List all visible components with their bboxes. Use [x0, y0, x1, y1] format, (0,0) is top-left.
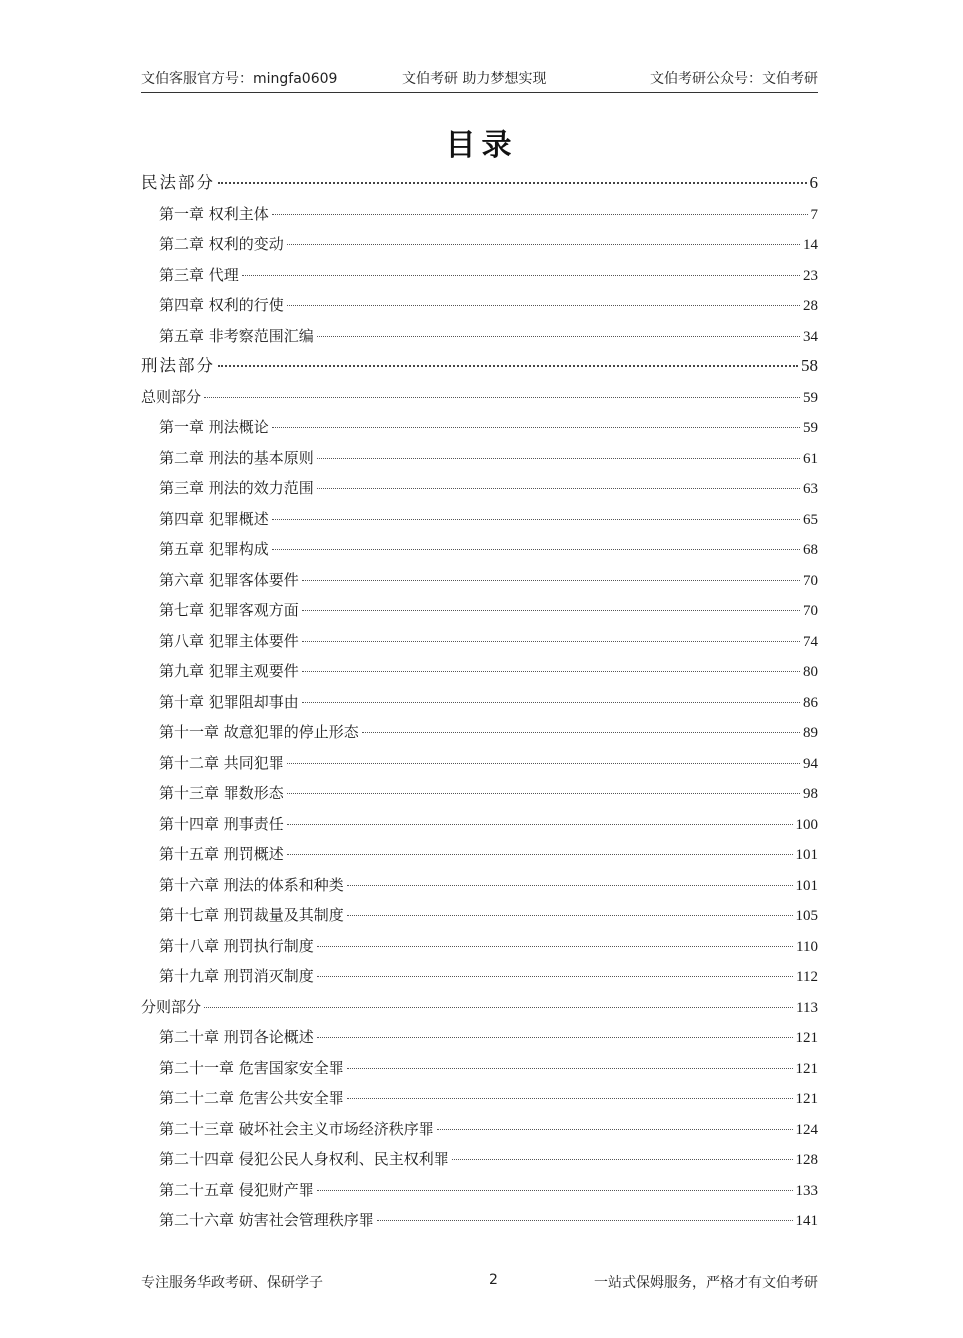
toc-entry-page: 110: [796, 938, 818, 955]
toc-entry-page: 113: [796, 999, 818, 1016]
toc-entry-page: 121: [795, 1030, 818, 1046]
toc-entry-label: 第七章 犯罪客观方面: [159, 601, 299, 619]
toc-chapter-entry[interactable]: [141, 839, 818, 870]
toc-entry-page: 23: [803, 267, 818, 284]
toc-entry-label: 第五章 犯罪构成: [159, 540, 269, 558]
toc-dot-leader: [287, 763, 800, 764]
toc-entry-page: 121: [795, 1060, 818, 1077]
page-header: [141, 66, 818, 93]
toc-chapter-entry[interactable]: [141, 870, 818, 901]
toc-dot-leader: [347, 915, 793, 916]
toc-chapter-entry[interactable]: [141, 1114, 818, 1145]
toc-entry-label: 第八章 犯罪主体要件: [159, 631, 299, 650]
toc-chapter-entry[interactable]: [141, 412, 818, 443]
toc-part-entry[interactable]: [141, 351, 818, 382]
toc-dot-leader: [272, 427, 800, 428]
toc-entry-label: 第十六章 刑法的体系和种类: [159, 875, 344, 894]
toc-chapter-entry[interactable]: [141, 1022, 818, 1053]
footer-tagline: 专注服务华政考研、保研学子: [141, 1275, 323, 1291]
toc-chapter-entry[interactable]: [141, 748, 818, 779]
toc-dot-leader: [287, 244, 800, 245]
toc-entry-page: 141: [795, 1213, 818, 1229]
toc-dot-leader: [347, 1098, 793, 1099]
toc-dot-leader: [347, 885, 793, 886]
toc-chapter-entry[interactable]: [141, 717, 818, 748]
toc-chapter-entry[interactable]: [141, 961, 818, 992]
toc-dot-leader: [272, 549, 800, 550]
toc-chapter-entry[interactable]: [141, 900, 818, 931]
toc-entry-page: 65: [803, 511, 818, 528]
toc-dot-leader: [302, 641, 800, 642]
toc-entry-page: 7: [810, 206, 818, 223]
toc-entry-label: 第三章 代理: [159, 265, 239, 284]
toc-entry-label: 第十七章 刑罚裁量及其制度: [159, 906, 344, 924]
toc-dot-leader: [204, 1007, 793, 1008]
toc-dot-leader: [302, 610, 800, 611]
toc-dot-leader: [204, 397, 800, 398]
toc-chapter-entry[interactable]: [141, 1053, 818, 1084]
toc-entry-label: 总则部分: [141, 387, 202, 406]
toc-entry-page: 112: [796, 969, 818, 985]
toc-entry-page: 14: [803, 237, 818, 253]
toc-entry-page: 61: [803, 450, 818, 467]
toc-entry-page: 98: [803, 786, 818, 802]
toc-section-entry[interactable]: [141, 382, 818, 413]
toc-entry-label: 第四章 犯罪概述: [159, 509, 269, 528]
toc-entry-label: 第三章 刑法的效力范围: [159, 479, 314, 497]
toc-entry-label: 第二章 权利的变动: [159, 235, 284, 253]
toc-entry-label: 第一章 刑法概论: [159, 418, 269, 436]
toc-dot-leader: [218, 182, 807, 184]
toc-dot-leader: [317, 1037, 793, 1038]
toc-chapter-entry[interactable]: [141, 1144, 818, 1175]
page-number: 2: [489, 1272, 498, 1288]
toc-entry-label: 刑法部分: [141, 356, 215, 375]
toc-entry-page: 121: [795, 1091, 818, 1107]
toc-chapter-entry[interactable]: [141, 260, 818, 291]
toc-dot-leader: [287, 854, 793, 855]
toc-entry-label: 第十四章 刑事责任: [159, 814, 284, 833]
toc-dot-leader: [377, 1220, 793, 1221]
toc-entry-label: 第十一章 故意犯罪的停止形态: [159, 723, 359, 741]
toc-chapter-entry[interactable]: [141, 656, 818, 687]
toc-chapter-entry[interactable]: [141, 229, 818, 260]
toc-entry-page: 28: [803, 298, 818, 314]
toc-entry-label: 第二十一章 危害国家安全罪: [159, 1058, 344, 1077]
toc-entry-page: 63: [803, 481, 818, 497]
toc-entry-label: 第十三章 罪数形态: [159, 784, 284, 802]
table-of-contents: [141, 168, 818, 1236]
toc-dot-leader: [218, 365, 798, 367]
header-slogan: 文伯考研 助力梦想实现: [402, 71, 547, 87]
toc-entry-page: 70: [803, 572, 818, 589]
toc-chapter-entry[interactable]: [141, 504, 818, 535]
toc-title: 目录: [445, 128, 518, 163]
toc-chapter-entry[interactable]: [141, 565, 818, 596]
toc-entry-label: 第十五章 刑罚概述: [159, 845, 284, 863]
toc-chapter-entry[interactable]: [141, 199, 818, 230]
toc-entry-label: 第二章 刑法的基本原则: [159, 448, 314, 467]
toc-entry-page: 101: [795, 847, 818, 863]
toc-dot-leader: [272, 519, 800, 520]
toc-dot-leader: [302, 702, 800, 703]
header-public-account: 文伯考研公众号：文伯考研: [650, 71, 818, 87]
toc-entry-label: 第十章 犯罪阻却事由: [159, 692, 299, 711]
toc-chapter-entry[interactable]: [141, 1083, 818, 1114]
toc-chapter-entry[interactable]: [141, 626, 818, 657]
toc-entry-label: 第九章 犯罪主观要件: [159, 662, 299, 680]
toc-entry-page: 89: [803, 725, 818, 741]
toc-dot-leader: [317, 458, 800, 459]
toc-dot-leader: [317, 946, 793, 947]
toc-entry-page: 101: [795, 877, 818, 894]
toc-chapter-entry[interactable]: [141, 1175, 818, 1206]
toc-entry-page: 34: [803, 328, 818, 345]
toc-entry-page: 68: [803, 542, 818, 558]
toc-entry-label: 第二十六章 妨害社会管理秩序罪: [159, 1211, 374, 1229]
toc-dot-leader: [317, 976, 793, 977]
toc-entry-label: 第二十五章 侵犯财产罪: [159, 1180, 314, 1199]
toc-dot-leader: [347, 1068, 793, 1069]
toc-entry-page: 100: [795, 816, 818, 833]
footer-motto: 一站式保姆服务，严格才有文伯考研: [594, 1275, 818, 1291]
toc-dot-leader: [317, 488, 800, 489]
toc-entry-page: 6: [809, 173, 818, 192]
toc-chapter-entry[interactable]: [141, 443, 818, 474]
toc-chapter-entry[interactable]: [141, 931, 818, 962]
toc-entry-page: 59: [803, 420, 818, 436]
toc-chapter-entry[interactable]: [141, 1205, 818, 1236]
toc-entry-label: 第一章 权利主体: [159, 204, 269, 223]
toc-entry-page: 74: [803, 633, 818, 650]
toc-chapter-entry[interactable]: [141, 321, 818, 352]
toc-dot-leader: [437, 1129, 793, 1130]
toc-chapter-entry[interactable]: [141, 595, 818, 626]
toc-dot-leader: [452, 1159, 793, 1160]
header-service-account: 文伯客服官方号：mingfa0609: [141, 71, 338, 87]
toc-entry-page: 124: [795, 1121, 818, 1138]
toc-entry-page: 86: [803, 694, 818, 711]
toc-dot-leader: [287, 305, 800, 306]
toc-entry-label: 第十二章 共同犯罪: [159, 753, 284, 772]
toc-entry-label: 第二十二章 危害公共安全罪: [159, 1089, 344, 1107]
toc-dot-leader: [302, 671, 800, 672]
toc-entry-label: 第二十三章 破坏社会主义市场经济秩序罪: [159, 1119, 434, 1138]
toc-entry-label: 第二十四章 侵犯公民人身权利、民主权利罪: [159, 1150, 449, 1168]
toc-dot-leader: [242, 275, 800, 276]
toc-dot-leader: [287, 824, 793, 825]
toc-entry-label: 第二十章 刑罚各论概述: [159, 1028, 314, 1046]
toc-entry-page: 94: [803, 755, 818, 772]
page-footer: [141, 1272, 818, 1294]
toc-entry-page: 80: [803, 664, 818, 680]
toc-entry-page: 58: [801, 356, 818, 375]
toc-entry-page: 128: [795, 1152, 818, 1168]
toc-entry-label: 第六章 犯罪客体要件: [159, 570, 299, 589]
toc-entry-page: 70: [803, 603, 818, 619]
toc-chapter-entry[interactable]: [141, 809, 818, 840]
toc-entry-page: 105: [795, 908, 818, 924]
toc-chapter-entry[interactable]: [141, 687, 818, 718]
toc-dot-leader: [317, 1190, 793, 1191]
toc-entry-page: 133: [795, 1182, 818, 1199]
toc-chapter-entry[interactable]: [141, 778, 818, 809]
toc-entry-label: 第五章 非考察范围汇编: [159, 326, 314, 345]
toc-dot-leader: [317, 336, 800, 337]
toc-dot-leader: [362, 732, 800, 733]
toc-chapter-entry[interactable]: [141, 473, 818, 504]
toc-entry-label: 分则部分: [141, 997, 202, 1016]
toc-entry-label: 第十八章 刑罚执行制度: [159, 936, 314, 955]
toc-chapter-entry[interactable]: [141, 290, 818, 321]
toc-dot-leader: [272, 214, 808, 215]
toc-part-entry[interactable]: [141, 168, 818, 199]
toc-entry-label: 第十九章 刑罚消灭制度: [159, 967, 314, 985]
toc-entry-label: 民法部分: [141, 173, 215, 192]
toc-dot-leader: [287, 793, 800, 794]
toc-dot-leader: [302, 580, 800, 581]
toc-chapter-entry[interactable]: [141, 534, 818, 565]
toc-entry-page: 59: [803, 389, 818, 406]
toc-entry-label: 第四章 权利的行使: [159, 296, 284, 314]
toc-section-entry[interactable]: [141, 992, 818, 1023]
